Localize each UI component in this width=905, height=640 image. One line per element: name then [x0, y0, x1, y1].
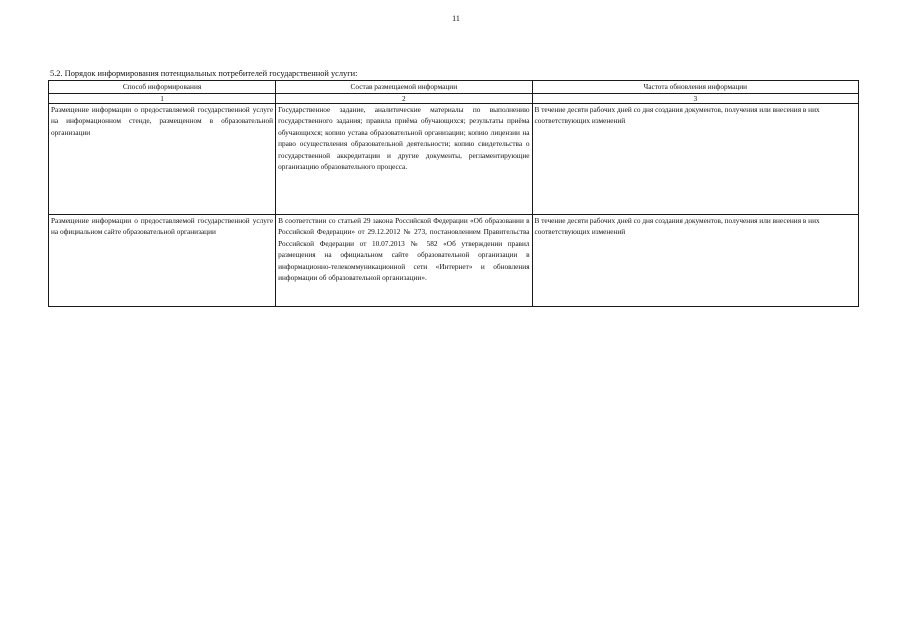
section-title: 5.2. Порядок информирования потенциальных потребителей государственной услуги: [50, 69, 358, 78]
header-frequency: Частота обновления информации [532, 81, 858, 94]
frequency-cell: В течение десяти рабочих дней со дня создания документов, получения или внесения в них соответствующих изменений [532, 215, 858, 307]
table-row [49, 215, 859, 307]
column-number: 2 [276, 94, 532, 104]
header-content: Состав размещаемой информации [276, 81, 532, 94]
column-number: 1 [49, 94, 276, 104]
method-cell: Размещение информации о предоставляемой государственной услуге на официальном сайте образовательной организации [49, 215, 276, 307]
header-row [49, 81, 859, 94]
content-cell: В соответствии со статьей 29 закона Российской Федерации «Об образовании в Российской Федерации» от 29.12.2012 № 273, постановлением Правительства Российской Федерации от 10.07.2013 № 582 «Об утверждении правил размещения на официальном сайте образовательной организации в информационно-телекоммуникационной сети «Интернет» и обновления информации об образовательной организации». [276, 215, 532, 307]
header-method: Способ информирования [49, 81, 276, 94]
column-number: 3 [532, 94, 858, 104]
page-number: 11 [452, 14, 460, 23]
content-cell: Государственное задание, аналитические материалы по выполнению государственного задания; правила приёма обучающихся; результаты приёма обучающихся; копию устава образовательной организации; копию лицензии на право осуществления образовательной деятельности; копию свидетельства о государственной аккредитации и другие документы, регламентирующие организацию образовательного процесса. [276, 104, 532, 215]
method-cell: Размещение информации о предоставляемой государственной услуге на информационном стенде, размещенном в образовательной организации [49, 104, 276, 215]
frequency-cell: В течение десяти рабочих дней со дня создания документов, получения или внесения в них соответствующих изменений [532, 104, 858, 215]
table-row [49, 104, 859, 215]
column-number-row [49, 94, 859, 104]
information-table [48, 80, 859, 307]
